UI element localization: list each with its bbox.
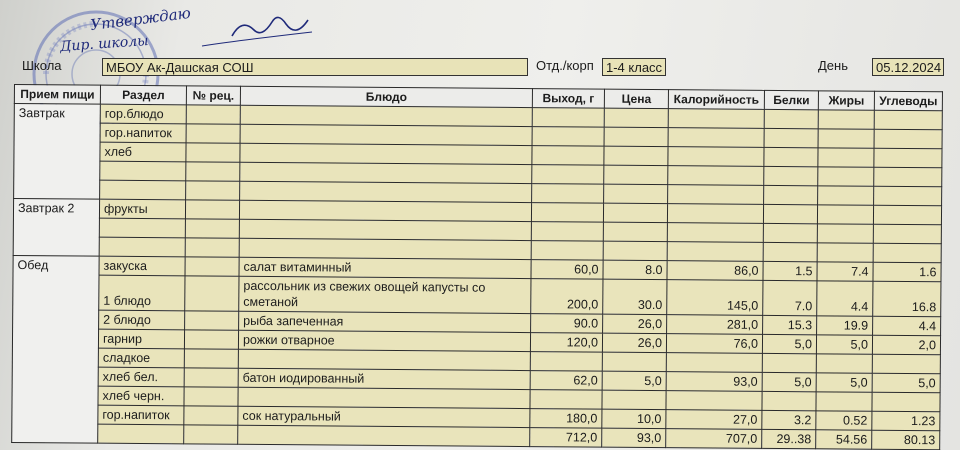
cell-section xyxy=(98,424,184,444)
cell-protein xyxy=(764,166,818,185)
cell-rec xyxy=(186,105,240,124)
cell-carbs xyxy=(874,186,942,206)
day-label: День xyxy=(818,58,848,73)
cell-section xyxy=(100,180,186,200)
cell-fat: 5,0 xyxy=(816,335,872,354)
cell-yield: 120,0 xyxy=(530,333,602,353)
column-header: Блюдо xyxy=(240,86,532,107)
cell-kcal xyxy=(668,109,764,129)
cell-price xyxy=(604,165,668,185)
cell-section: закуска xyxy=(99,256,185,276)
cell-dish xyxy=(239,219,531,240)
cell-kcal: 86,0 xyxy=(667,261,763,281)
cell-price xyxy=(604,108,668,128)
cell-fat xyxy=(818,186,874,205)
cell-carbs: 4.4 xyxy=(873,316,941,336)
cell-fat xyxy=(818,129,874,148)
cell-yield xyxy=(530,390,602,410)
cell-carbs xyxy=(873,205,941,225)
cell-kcal: 145,0 xyxy=(667,280,763,316)
cell-rec xyxy=(184,349,238,368)
cell-dish: рожки отварное xyxy=(238,330,530,351)
cell-protein: 29..38 xyxy=(762,429,816,448)
cell-fat xyxy=(816,354,872,373)
cell-protein xyxy=(763,223,817,242)
cell-protein xyxy=(764,147,818,166)
cell-fat xyxy=(818,148,874,167)
cell-carbs xyxy=(872,354,940,374)
cell-rec xyxy=(184,425,238,444)
cell-dish xyxy=(240,162,532,183)
cell-carbs xyxy=(873,224,941,244)
cell-section: хлеб черн. xyxy=(98,386,184,406)
column-header: Калорийность xyxy=(668,90,764,110)
cell-dish: салат витаминный xyxy=(239,257,531,278)
cell-rec xyxy=(184,387,238,406)
cell-protein xyxy=(764,128,818,147)
cell-rec xyxy=(186,124,240,143)
cell-yield: 200,0 xyxy=(531,279,603,315)
day-field: 05.12.2024 xyxy=(872,58,944,76)
cell-section: 2 блюдо xyxy=(99,310,185,330)
cell-kcal xyxy=(668,185,764,205)
cell-rec xyxy=(186,181,240,200)
cell-kcal xyxy=(668,128,764,148)
cell-protein: 3.2 xyxy=(762,410,816,429)
cell-section: гор.напиток xyxy=(98,405,184,425)
cell-price: 8.0 xyxy=(603,260,667,280)
cell-protein: 15.3 xyxy=(763,315,817,334)
column-header: Прием пищи xyxy=(14,85,100,105)
cell-kcal xyxy=(668,166,764,186)
cell-rec xyxy=(184,330,238,349)
cell-section: гор.блюдо xyxy=(100,104,186,124)
school-field: МБОУ Ак-Дашская СОШ xyxy=(102,58,528,76)
cell-yield xyxy=(532,108,604,128)
cell-price xyxy=(602,352,666,372)
cell-section: 1 блюдо xyxy=(99,275,185,311)
cell-yield: 180,0 xyxy=(530,409,602,429)
cell-protein xyxy=(762,391,816,410)
cell-yield: 90.0 xyxy=(531,314,603,334)
dept-field: 1-4 класс xyxy=(602,58,666,76)
cell-carbs xyxy=(874,129,942,149)
cell-protein: 5,0 xyxy=(762,372,816,391)
cell-carbs: 1.23 xyxy=(872,411,940,431)
cell-price: 5,0 xyxy=(602,371,666,391)
cell-fat: 7.4 xyxy=(817,262,873,281)
cell-kcal: 76,0 xyxy=(666,334,762,354)
cell-price: 10,0 xyxy=(602,409,666,429)
cell-protein xyxy=(764,109,818,128)
cell-yield xyxy=(531,203,603,223)
cell-dish xyxy=(240,124,532,145)
cell-price: 26,0 xyxy=(602,333,666,353)
cell-yield xyxy=(532,146,604,166)
cell-yield: 60,0 xyxy=(531,260,603,280)
cell-section: хлеб бел. xyxy=(98,367,184,387)
cell-fat xyxy=(817,205,873,224)
cell-kcal: 281,0 xyxy=(667,315,763,335)
column-header: Цена xyxy=(604,89,668,109)
cell-price: 26,0 xyxy=(603,314,667,334)
cell-kcal xyxy=(668,147,764,167)
cell-price: 30.0 xyxy=(603,279,667,315)
cell-fat: 5,0 xyxy=(816,373,872,392)
cell-dish: батон иодированный xyxy=(238,368,530,389)
cell-fat: 19.9 xyxy=(817,316,873,335)
cell-protein: 1.5 xyxy=(763,261,817,280)
cell-protein: 7.0 xyxy=(763,280,817,315)
column-header: Жиры xyxy=(818,91,874,110)
cell-kcal: 93,0 xyxy=(666,372,762,392)
cell-carbs: 1.6 xyxy=(873,262,941,282)
cell-dish xyxy=(239,238,531,259)
cell-fat xyxy=(817,243,873,262)
cell-section xyxy=(99,218,185,238)
cell-protein xyxy=(762,353,816,372)
cell-rec xyxy=(185,257,239,276)
cell-dish: сок натуральный xyxy=(238,406,530,427)
cell-carbs: 16.8 xyxy=(873,281,941,317)
cell-kcal xyxy=(667,223,763,243)
cell-price xyxy=(602,390,666,410)
cell-dish xyxy=(240,143,532,164)
cell-yield xyxy=(531,222,603,242)
cell-protein: 5,0 xyxy=(762,334,816,353)
cell-yield xyxy=(531,241,603,261)
cell-yield xyxy=(532,184,604,204)
cell-rec xyxy=(185,276,239,311)
cell-fat xyxy=(818,167,874,186)
cell-dish xyxy=(240,105,532,126)
cell-fat xyxy=(816,392,872,411)
cell-carbs xyxy=(874,148,942,168)
cell-fat: 54.56 xyxy=(816,430,872,449)
cell-dish xyxy=(240,181,532,202)
approval-note: Утверждаю xyxy=(89,3,192,35)
cell-carbs xyxy=(874,110,942,130)
cell-rec xyxy=(185,311,239,330)
cell-carbs xyxy=(872,392,940,412)
cell-yield: 712,0 xyxy=(530,428,602,448)
cell-section: хлеб xyxy=(100,142,186,162)
cell-protein xyxy=(764,185,818,204)
cell-section: фрукты xyxy=(99,199,185,219)
cell-carbs xyxy=(874,167,942,187)
cell-yield: 62,0 xyxy=(530,371,602,391)
cell-rec xyxy=(186,162,240,181)
cell-rec xyxy=(185,219,239,238)
column-header: Углеводы xyxy=(874,91,942,111)
cell-section xyxy=(99,237,185,257)
cell-dish xyxy=(238,349,530,370)
cell-dish: рыба запеченная xyxy=(239,311,531,332)
meal-name: Обед xyxy=(12,255,99,443)
cell-kcal xyxy=(666,353,762,373)
cell-dish: рассольник из свежих овощей капусты со сметаной xyxy=(239,276,531,313)
cell-section xyxy=(100,161,186,181)
column-header: Раздел xyxy=(100,85,186,105)
dept-label: Отд./корп xyxy=(536,58,594,73)
column-header: Выход, г xyxy=(532,89,604,109)
menu-table xyxy=(11,84,943,450)
cell-yield xyxy=(532,165,604,185)
cell-section: гарнир xyxy=(98,329,184,349)
cell-price xyxy=(604,127,668,147)
cell-section: сладкое xyxy=(98,348,184,368)
cell-rec xyxy=(184,368,238,387)
cell-protein xyxy=(763,242,817,261)
cell-protein xyxy=(763,204,817,223)
cell-dish xyxy=(239,200,531,221)
cell-price xyxy=(603,241,667,261)
cell-fat xyxy=(818,110,874,129)
cell-price xyxy=(603,222,667,242)
cell-dish xyxy=(238,387,530,408)
column-header: Белки xyxy=(764,90,818,109)
cell-yield xyxy=(530,352,602,372)
meal-name: Завтрак 2 xyxy=(13,199,99,257)
cell-dish xyxy=(238,425,530,446)
director-note: Дир. школы xyxy=(59,32,150,56)
cell-price: 93,0 xyxy=(602,428,666,448)
cell-price xyxy=(603,203,667,223)
column-header: № рец. xyxy=(186,86,240,105)
cell-price xyxy=(604,184,668,204)
cell-fat xyxy=(817,224,873,243)
cell-carbs xyxy=(873,243,941,263)
school-label: Школа xyxy=(22,58,62,73)
cell-kcal: 707,0 xyxy=(666,429,762,449)
cell-fat: 0.52 xyxy=(816,411,872,430)
cell-rec xyxy=(184,406,238,425)
cell-carbs: 2,0 xyxy=(872,335,940,355)
cell-fat: 4.4 xyxy=(817,281,873,316)
cell-rec xyxy=(186,143,240,162)
cell-yield xyxy=(532,127,604,147)
cell-rec xyxy=(185,200,239,219)
cell-kcal: 27,0 xyxy=(666,410,762,430)
meal-name: Завтрак xyxy=(14,104,101,200)
cell-price xyxy=(604,146,668,166)
cell-rec xyxy=(185,238,239,257)
cell-carbs: 80.13 xyxy=(872,430,940,450)
cell-carbs: 5,0 xyxy=(872,373,940,393)
cell-kcal xyxy=(666,391,762,411)
cell-kcal xyxy=(667,204,763,224)
cell-section: гор.напиток xyxy=(100,123,186,143)
cell-kcal xyxy=(667,242,763,262)
